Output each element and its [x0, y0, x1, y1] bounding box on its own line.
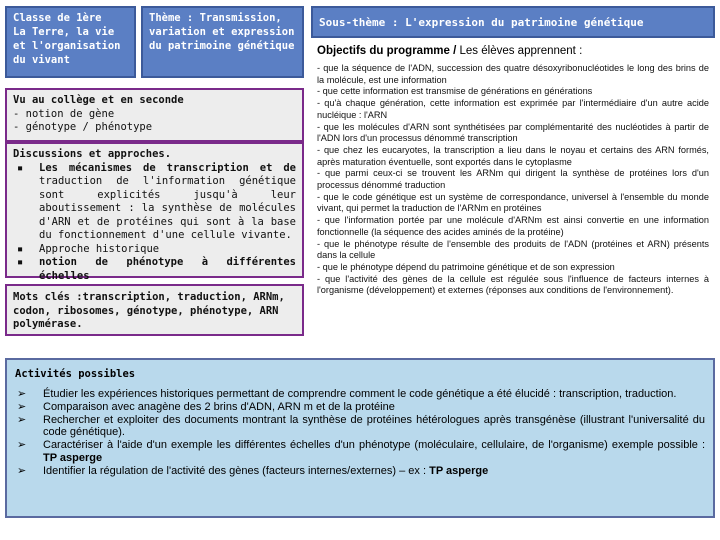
list-item: ➢ Comparaison avec anagène des 2 brins d'ADN, ARN m et de la protéine [17, 400, 395, 413]
arrow-bullet-icon: ➢ [17, 400, 27, 413]
objectifs-list [317, 63, 709, 297]
list-item: ➢ Étudier les expériences historiques permettant de comprendre comment le code génétique a été élucidé : transcription, traduction. [17, 388, 677, 400]
objectif-line: - que l'activité des gènes de la cellule est régulée sous l'influence de facteurs internes à l'organisme (développement) et externes (réponses aux conditions de l'environnement). [317, 273, 709, 296]
discussions-panel [5, 142, 304, 282]
activities-list [15, 388, 705, 478]
list-item: ➢ Rechercher et exploiter des documents montrant la synthèse de protéines hétérologues après transgénèse (illustrant l'universalité du code génétique). [17, 413, 705, 439]
square-bullet-icon: ▪ [17, 161, 24, 174]
objectif-line: - que le phénotype dépend du patrimoine génétique et de son expression [317, 261, 615, 272]
class-header: Classe de 1ère La Terre, la vie et l'organisation du vivant [5, 6, 136, 78]
objectifs-panel [311, 40, 715, 330]
keywords-text: Mots clés :transcription, traduction, ARNm, codon, ribosomes, génotype, phénotype, ARN polymérase. [13, 291, 285, 330]
square-bullet-icon: ▪ [17, 242, 24, 255]
objectif-line: - que le phénotype résulte de l'ensemble des produits de l'ADN (protéines et ARN) présents dans la cellule [317, 238, 709, 261]
arrow-bullet-icon: ➢ [17, 413, 27, 426]
sous-theme-header: Sous-thème : L'expression du patrimoine génétique [311, 6, 715, 38]
list-item: ➢ Identifier la régulation de l'activité des gènes (facteurs internes/externes) – ex : TP asperge [17, 464, 489, 477]
college-panel [5, 88, 304, 142]
discussions-list [13, 162, 296, 284]
objectif-line: - que l'information portée par une molécule d'ARNm est ainsi convertie en une information fonctionnelle (la séquence des acides aminés de la protéine) [317, 215, 709, 237]
discussions-title: Discussions et approches. [13, 148, 172, 160]
activities-panel [5, 358, 715, 518]
list-item: ➢ Caractériser à l'aide d'un exemple les différentes échelles d'un phénotype (moléculaire, cellulaire, de l'organisme) exemple possible : TP asperge [17, 439, 705, 464]
objectifs-title: Objectifs du programme / Les élèves apprennent : [317, 45, 583, 57]
arrow-bullet-icon: ➢ [17, 464, 27, 477]
square-bullet-icon: ▪ [17, 256, 24, 268]
objectif-line: - que cette information est transmise de générations en générations [317, 86, 593, 97]
theme-header: Thème : Transmission, variation et expression du patrimoine génétique [141, 6, 304, 78]
objectif-line: - que le code génétique est un système de correspondance, universel à l'ensemble du monde vivant, qui permet la traduction de l'ARNm en protéines [317, 191, 709, 214]
list-item: ▪ notion de phénotype à différentes échelles [17, 256, 296, 282]
objectif-line: - que la séquence de l'ADN, succession des quatre désoxyribonucléotides le long des brins de la molécule, est une information [317, 63, 709, 85]
objectif-line: - que les molécules d'ARN sont synthétisées par complémentarité des nucléotides à partir de l'ADN lors d'un processus dénommé transcription [317, 121, 709, 144]
activities-title: Activités possibles [15, 368, 136, 380]
objectif-line: - que parmi ceux-ci se trouvent les ARNm qui dirigent la synthèse de protéines lors d'un processus dénommé traduction [317, 168, 709, 191]
arrow-bullet-icon: ➢ [17, 439, 27, 452]
arrow-bullet-icon: ➢ [17, 388, 27, 400]
list-item: ▪ Les mécanismes de transcription et de traduction de l'information génétique sont explicités jusqu'à leur aboutissement : la synthèse de molécules d'ARN et de protéines qui sont à la base du fonctionnement d'une cellule vivante. [17, 161, 296, 241]
keywords-panel [5, 284, 304, 336]
list-item: ▪ Approche historique [17, 242, 160, 255]
objectif-line: - qu'à chaque génération, cette information est exprimée par l'intermédiaire d'un autre acide nucléique : l'ARN [317, 98, 709, 120]
college-line: - génotype / phénotype [13, 121, 153, 133]
objectif-line: - que chez les eucaryotes, la transcription a lieu dans le noyau et certains des ARN formés, après maturation éventuelle, sont exportés dans le cytoplasme [317, 144, 709, 167]
college-line: - notion de gène [13, 107, 115, 120]
college-title: Vu au collège et en seconde [13, 94, 184, 106]
